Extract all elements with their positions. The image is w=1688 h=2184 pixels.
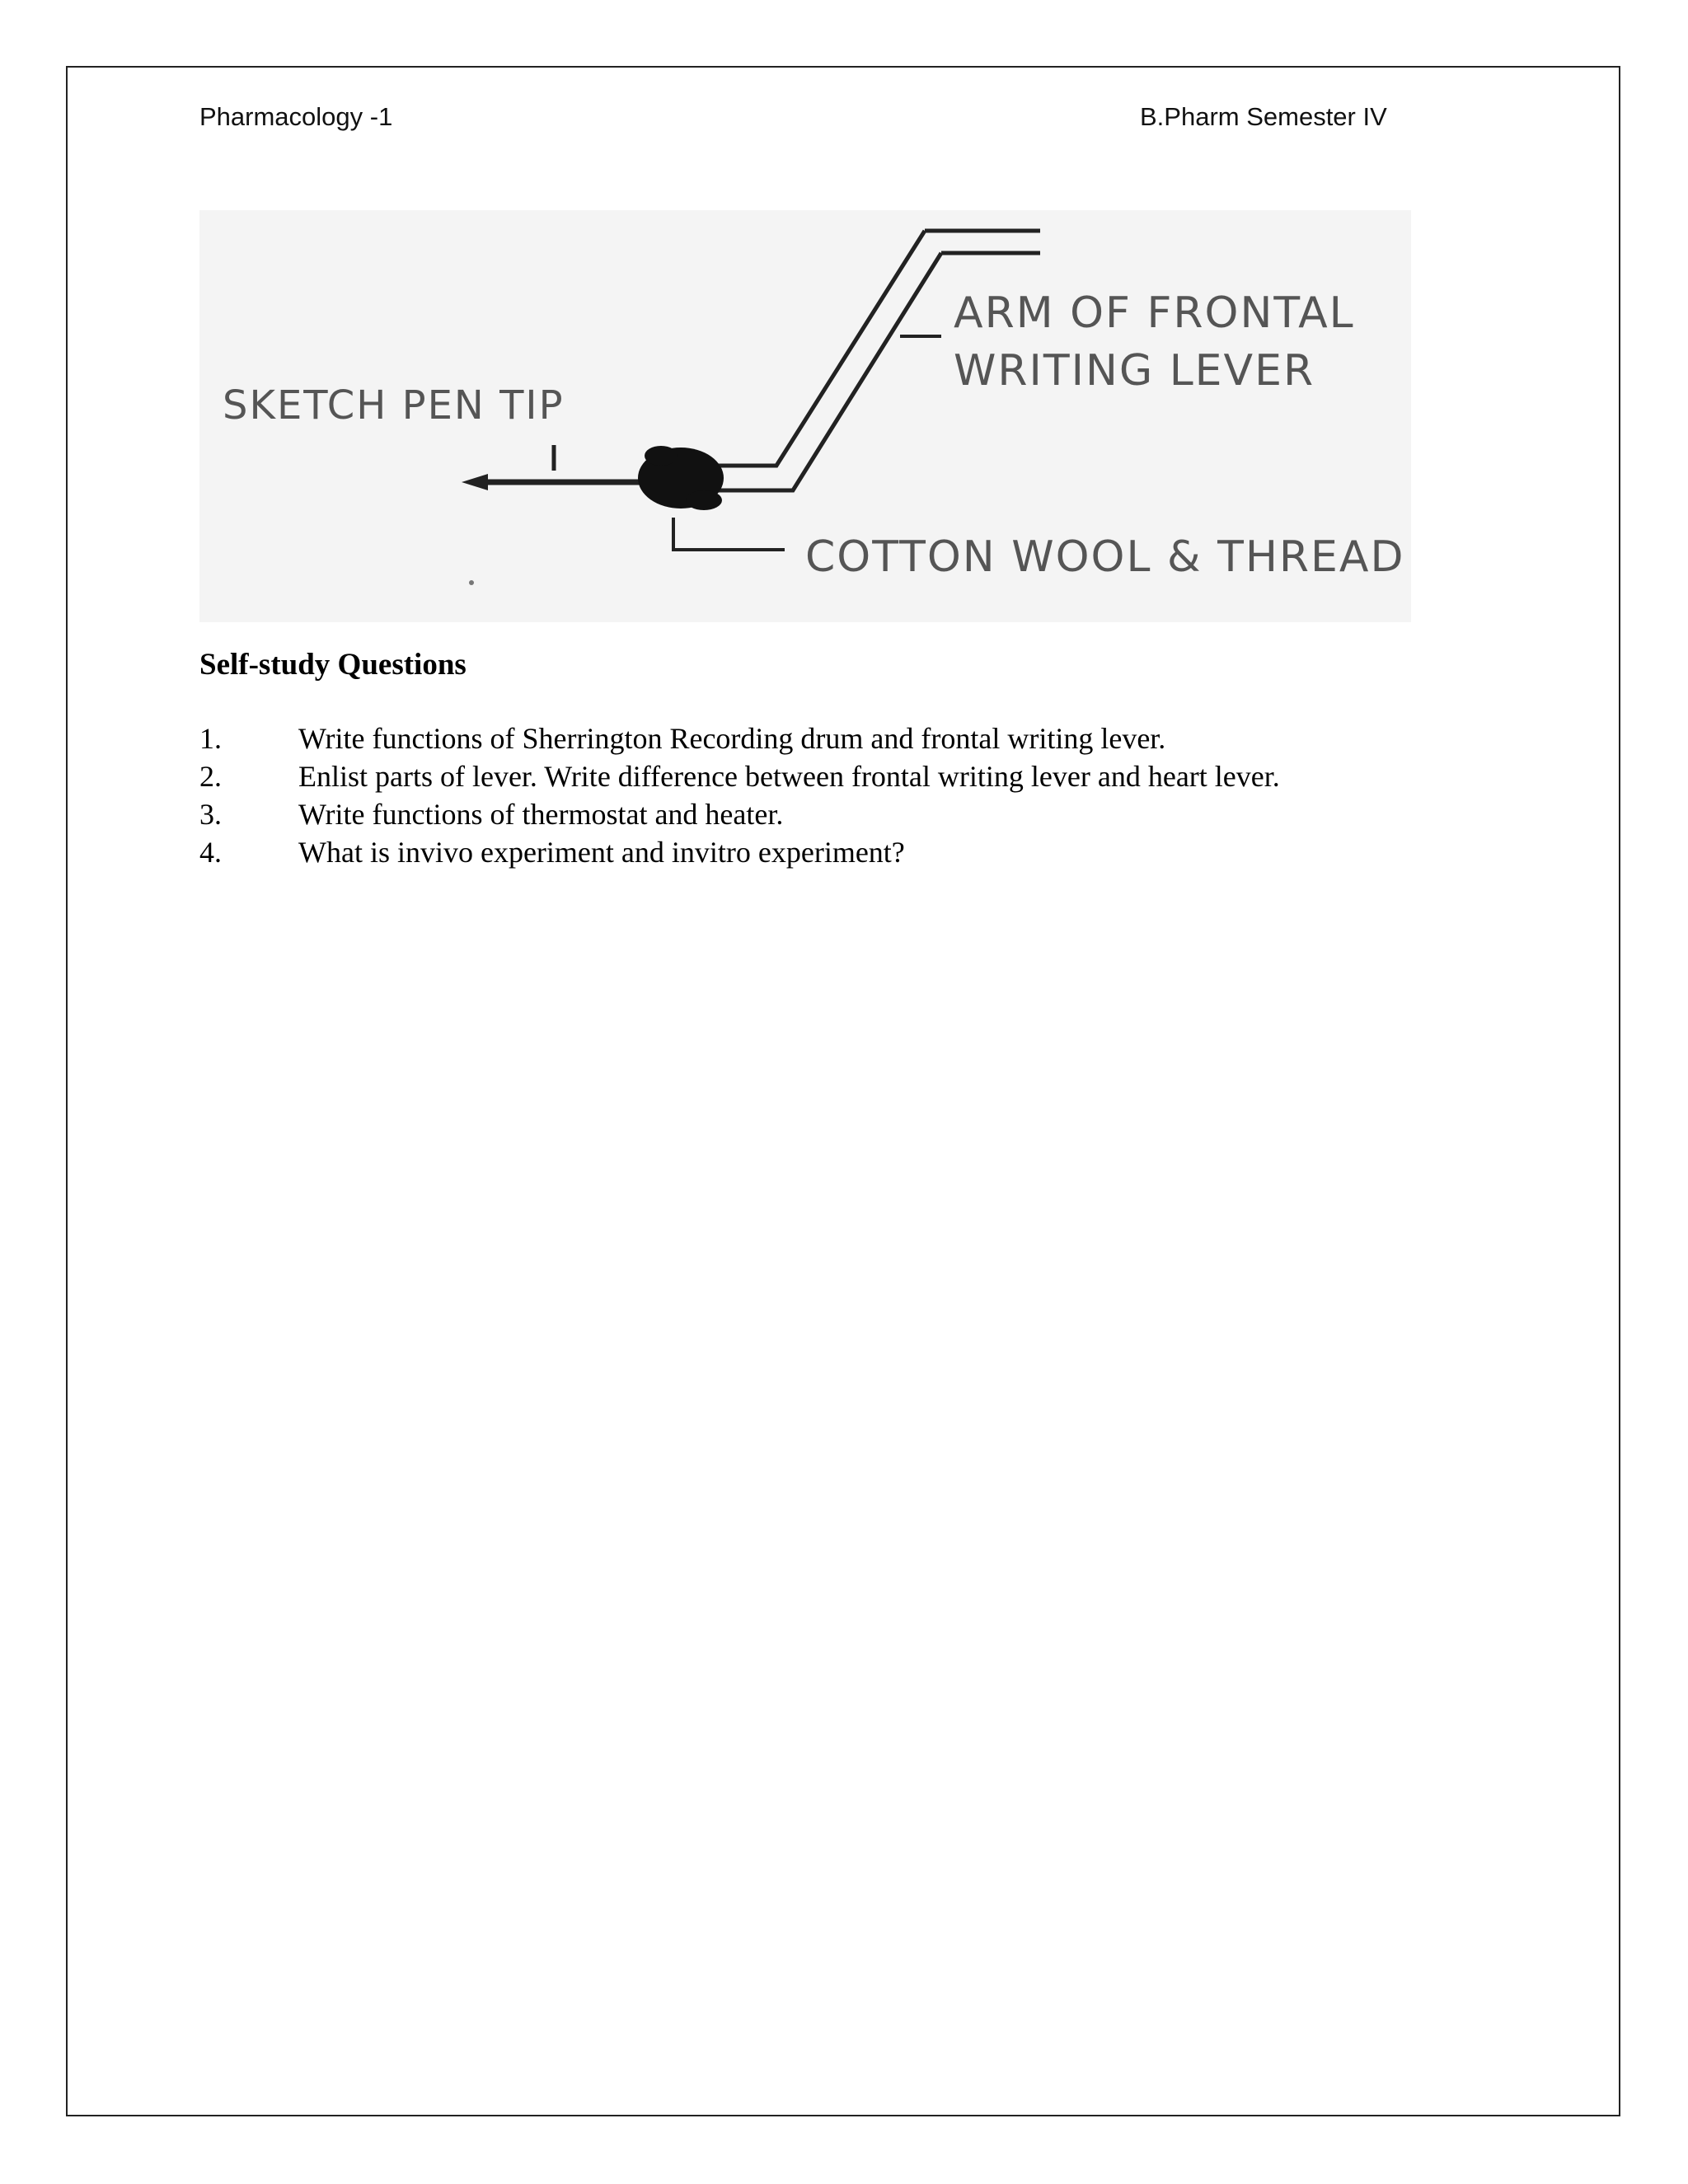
question-number: 3. — [199, 798, 222, 831]
cotton-label: COTTON WOOL & THREAD — [805, 532, 1405, 582]
section-title: Self-study Questions — [199, 648, 467, 682]
question-number: 2. — [199, 760, 222, 793]
question-list — [199, 719, 1436, 871]
cotton-pointer — [673, 518, 785, 550]
header-subject: Pharmacology -1 — [199, 102, 393, 131]
arm-label-line2: WRITING LEVER — [954, 346, 1315, 396]
pen-tip-arrowhead — [462, 474, 488, 490]
pen-tip-label: SKETCH PEN TIP — [223, 382, 565, 429]
question-item — [199, 833, 1436, 871]
header-semester: B.Pharm Semester IV — [1140, 102, 1387, 131]
question-number: 4. — [199, 836, 222, 869]
question-item — [199, 757, 1436, 795]
question-text: Enlist parts of lever. Write difference between frontal writing lever and heart lever. — [298, 760, 1280, 793]
question-text: Write functions of thermostat and heater. — [298, 798, 784, 831]
frontal-writing-lever-diagram — [199, 210, 1411, 622]
question-text: Write functions of Sherrington Recording drum and frontal writing lever. — [298, 722, 1166, 755]
question-item — [199, 795, 1436, 833]
question-text: What is invivo experiment and invitro experiment? — [298, 836, 905, 869]
arm-label-line1: ARM OF FRONTAL — [954, 288, 1355, 338]
question-number: 1. — [199, 722, 222, 755]
question-item — [199, 719, 1436, 757]
